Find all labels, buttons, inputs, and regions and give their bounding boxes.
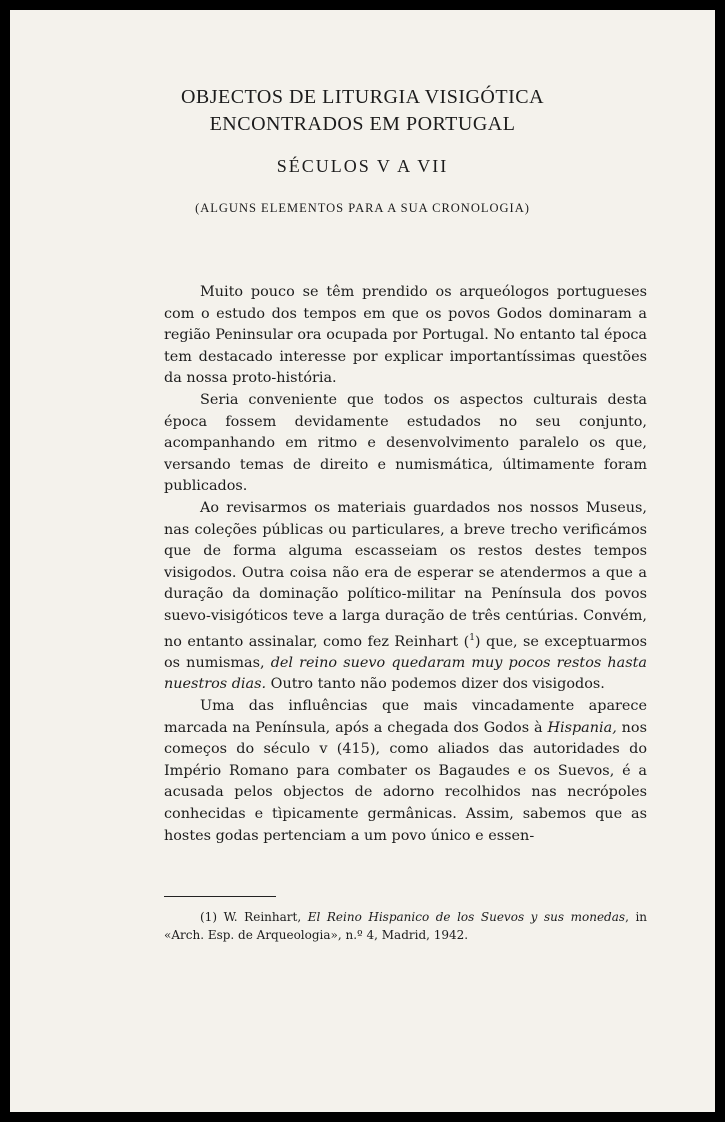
- title-line-2: ENCONTRADOS EM PORTUGAL: [209, 113, 516, 135]
- paragraph-3-text-b: ) que, se exceptuarmos os numismas,: [164, 633, 647, 671]
- footnote: [164, 908, 647, 944]
- footnote-author: W. Reinhart,: [217, 910, 308, 924]
- paragraph-1: Muito pouco se têm prendido os arqueólogos portugueses com o estudo dos tempos em que os povos Godos dominaram a região Peninsular ora ocupada por Portugal. No entanto tal época tem destacado interesse por explicar importantíssimas questões da nossa proto-história.: [164, 284, 647, 387]
- paragraph-2: Seria conveniente que todos os aspectos culturais desta época fossem devidamente estudados no seu conjunto, acompanhando em ritmo e desenvolvimento paralelo os que, versando temas de direito e numismática, últimamente foram publicados.: [164, 391, 647, 495]
- subtitle-note: (ALGUNS ELEMENTOS PARA A SUA CRONOLOGIA): [195, 201, 530, 215]
- footnote-rest: , in «Arch. Esp. de Arqueologia», n.º 4, Madrid, 1942.: [164, 910, 648, 942]
- title-line-1: OBJECTOS DE LITURGIA VISIGÓTICA: [180, 86, 545, 108]
- paragraph-3-text-a: Ao revisarmos os materiais guardados nos nossos Museus, nas coleções públicas ou particulares, a breve trecho verificámos que de forma alguma escasseiam os restos destes tempos visigodos. Outra coisa não era de esperar se atendermos a que a duração da dominação político-militar na Península dos povos suevo-visigóticos teve a larga duração de três centúrias. Convém, no entanto assinalar, como fez Reinhart (: [164, 499, 647, 650]
- subtitle: SÉCULOS V A VII: [276, 156, 449, 176]
- footnote-work-title: El Reino Hispanico de los Suevos y sus monedas: [307, 910, 626, 924]
- hispania-term: Hispania,: [547, 719, 617, 736]
- paragraph-4-text-a: Uma das influências que mais vincadamente aparece marcada na Península, após a chegada dos Godos à: [164, 698, 647, 736]
- footnote-divider: [164, 896, 276, 897]
- paragraph-3-text-c: Outro tanto não podemos dizer dos visigodos.: [266, 676, 605, 693]
- footnote-marker: (1): [200, 910, 217, 924]
- body-text: [164, 282, 647, 847]
- footnote-reference: 1: [469, 632, 475, 643]
- document-page: [10, 10, 715, 1112]
- paragraph-4-text-b: nos começos do século v (415), como aliados das autoridades do Império Romano para combater os Bagaudes e os Suevos, é a acusada pelos objectos de adorno recolhidos nas necrópoles conhecidas e tìpicamente germânicas. Assim, sabemos que as hostes godas pertenciam a um povo único e essen-: [164, 719, 647, 844]
- paragraph-4: [164, 696, 647, 847]
- paragraph-3: [164, 498, 647, 696]
- spanish-quote: del reino suevo quedaram muy pocos restos hasta nuestros dias.: [164, 654, 647, 693]
